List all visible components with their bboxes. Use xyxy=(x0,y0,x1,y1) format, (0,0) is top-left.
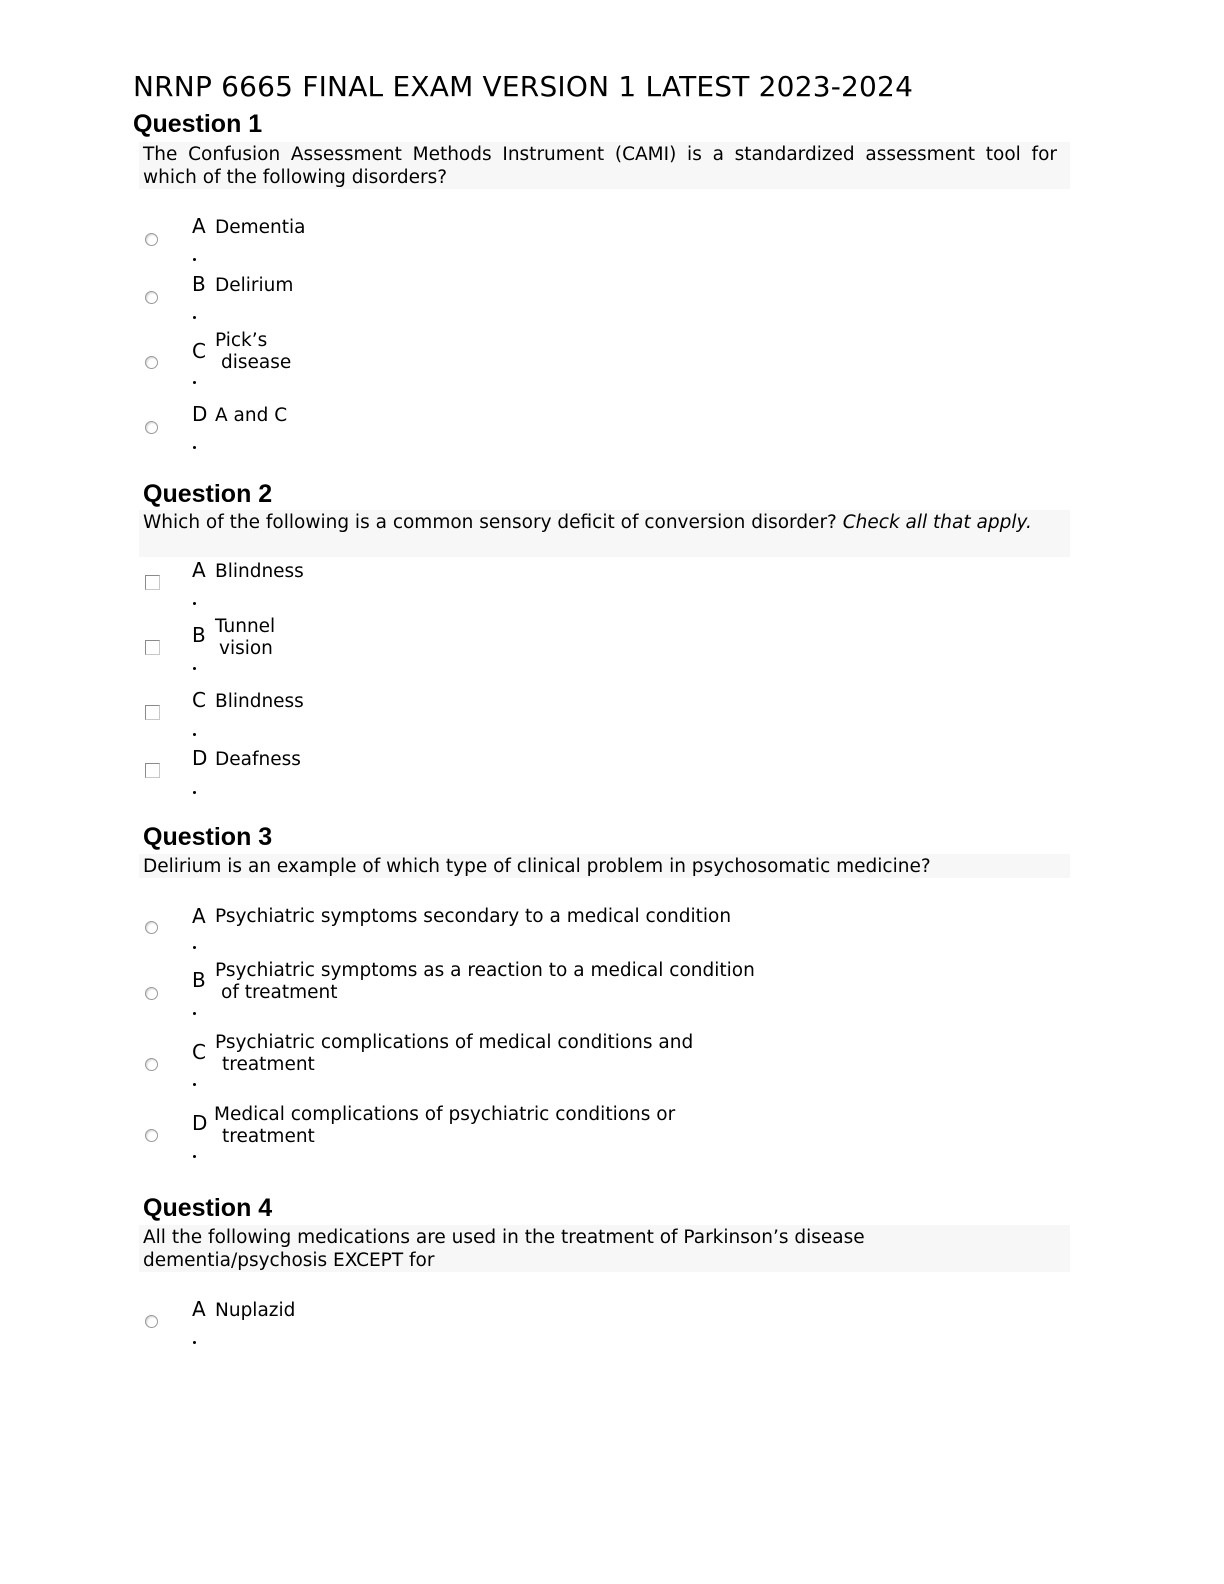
option-text: Nuplazid xyxy=(215,1300,296,1321)
radio-button[interactable] xyxy=(145,987,158,1000)
option-letter: C xyxy=(192,339,206,363)
option-dot xyxy=(193,602,196,605)
option-text xyxy=(215,1032,693,1076)
option-text: Psychiatric symptoms secondary to a medical condition xyxy=(215,906,732,927)
option-text-line1: Pick’s xyxy=(215,330,268,351)
document-title: NRNP 6665 FINAL EXAM VERSION 1 LATEST 2023-2024 xyxy=(133,70,914,103)
question-2-heading: Question 2 xyxy=(143,480,273,508)
option-letter: A xyxy=(192,558,206,582)
question-2-prompt-text: Which of the following is a common sensory deficit of conversion disorder? xyxy=(143,512,837,533)
radio-button[interactable] xyxy=(145,921,158,934)
option-letter: A xyxy=(192,904,206,928)
question-4-prompt xyxy=(139,1225,1070,1272)
option-text: Delirium xyxy=(215,275,294,296)
radio-button[interactable] xyxy=(145,291,158,304)
option-letter: B xyxy=(192,968,206,992)
option-dot xyxy=(193,381,196,384)
option-dot xyxy=(193,1083,196,1086)
option-text-line2: of treatment xyxy=(221,982,338,1003)
option-letter: B xyxy=(192,272,206,296)
option-dot xyxy=(193,258,196,261)
option-text-line2: vision xyxy=(219,638,273,659)
option-letter: C xyxy=(192,688,206,712)
option-text: A and C xyxy=(215,405,288,426)
question-1-heading: Question 1 xyxy=(133,110,263,138)
checkbox[interactable] xyxy=(145,763,160,778)
question-4-prompt-line2: dementia/psychosis EXCEPT for xyxy=(143,1250,435,1271)
option-text-line2: disease xyxy=(221,352,292,373)
option-text-line1: Tunnel xyxy=(215,616,276,637)
radio-button[interactable] xyxy=(145,1129,158,1142)
option-text xyxy=(214,1104,675,1148)
option-letter: C xyxy=(192,1040,206,1064)
option-letter: A xyxy=(192,214,206,238)
radio-button[interactable] xyxy=(145,421,158,434)
question-1-prompt: The Confusion Assessment Methods Instrument (CAMI) is a standardized assessment tool for which of the following disorders? xyxy=(139,142,1070,189)
checkbox[interactable] xyxy=(145,575,160,590)
option-dot xyxy=(193,1155,196,1158)
question-2-prompt xyxy=(139,510,1070,557)
option-text-line1: Psychiatric complications of medical conditions and xyxy=(215,1032,694,1053)
radio-button[interactable] xyxy=(145,356,158,369)
question-2-instruction: Check all that apply. xyxy=(842,512,1032,533)
radio-button[interactable] xyxy=(145,233,158,246)
question-4-prompt-line1: All the following medications are used in the treatment of Parkinson’s disease xyxy=(143,1227,865,1248)
option-text-line1: Medical complications of psychiatric conditions or xyxy=(214,1104,676,1125)
option-text-line1: Psychiatric symptoms as a reaction to a medical condition xyxy=(215,960,755,981)
checkbox[interactable] xyxy=(145,705,160,720)
option-dot xyxy=(193,733,196,736)
option-dot xyxy=(193,446,196,449)
radio-button[interactable] xyxy=(145,1058,158,1071)
option-text: Dementia xyxy=(215,217,306,238)
option-text: Deafness xyxy=(215,749,301,770)
option-text xyxy=(215,960,755,1004)
option-text-line2: treatment xyxy=(222,1054,315,1075)
checkbox[interactable] xyxy=(145,640,160,655)
option-text: Blindness xyxy=(215,691,304,712)
option-dot xyxy=(193,1341,196,1344)
option-dot xyxy=(193,791,196,794)
option-dot xyxy=(193,1012,196,1015)
option-text: Blindness xyxy=(215,561,304,582)
option-letter: B xyxy=(192,623,206,647)
option-text xyxy=(215,330,291,374)
option-dot xyxy=(193,316,196,319)
question-4-heading: Question 4 xyxy=(143,1194,273,1222)
option-letter: D xyxy=(192,402,208,426)
radio-button[interactable] xyxy=(145,1315,158,1328)
option-text xyxy=(215,616,275,660)
option-letter: D xyxy=(192,1111,208,1135)
question-3-prompt: Delirium is an example of which type of clinical problem in psychosomatic medicine? xyxy=(139,854,1070,878)
option-dot xyxy=(193,946,196,949)
option-dot xyxy=(193,667,196,670)
question-3-heading: Question 3 xyxy=(143,823,273,851)
option-letter: A xyxy=(192,1297,206,1321)
option-text-line2: treatment xyxy=(222,1126,315,1147)
option-letter: D xyxy=(192,746,208,770)
